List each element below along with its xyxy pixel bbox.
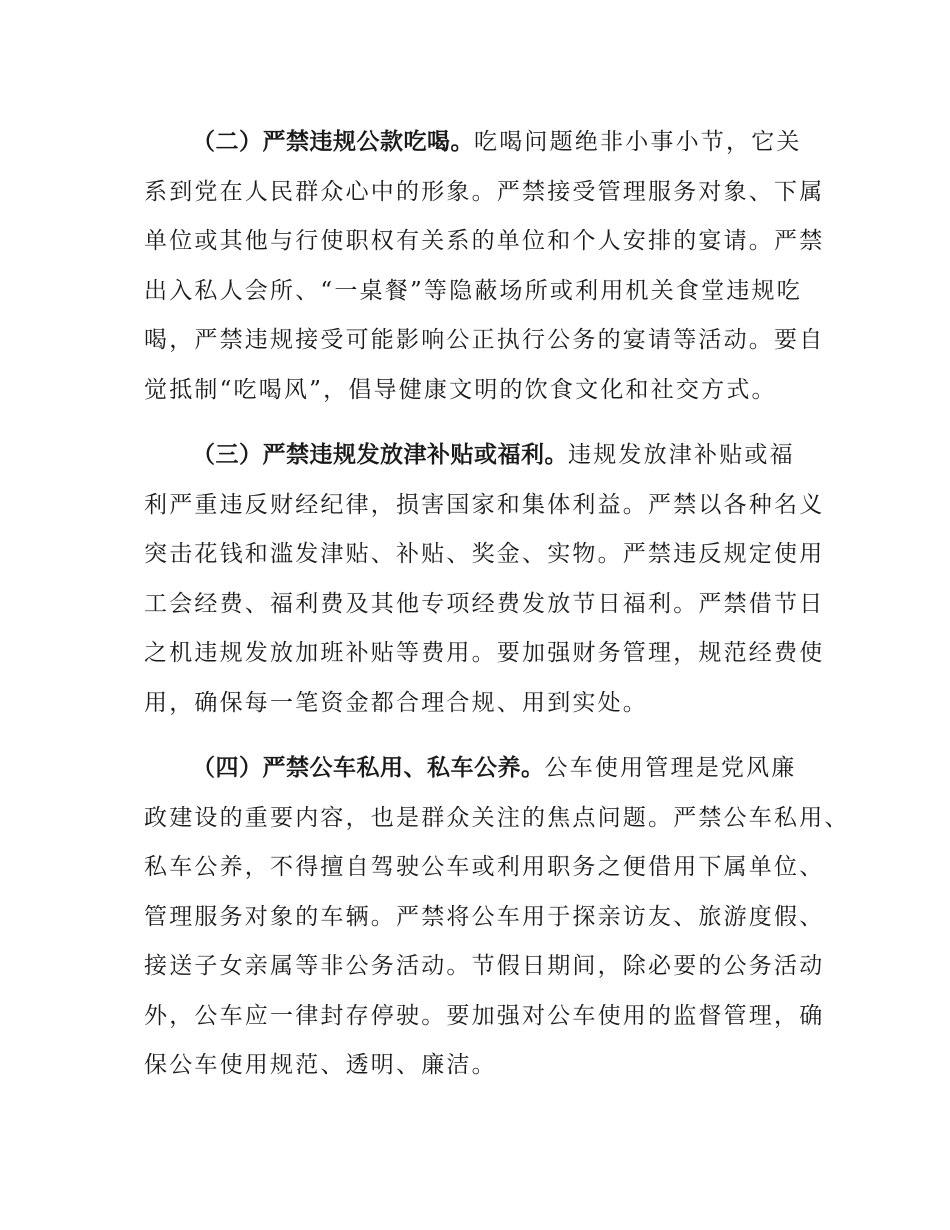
- paragraph-line: 之机违规发放加班补贴等费用。要加强财务管理，规范经费使: [144, 640, 825, 666]
- paragraph-line: 觉抵制“吃喝风”，倡导健康文明的饮食文化和社交方式。: [144, 376, 777, 403]
- paragraph-line: 出入私人会所、“一桌餐”等隐蔽场所或利用机关食堂违规吃: [144, 277, 802, 304]
- paragraph-line: 管理服务对象的车辆。严禁将公车用于探亲访友、旅游度假、: [144, 903, 825, 930]
- body-text: 吃喝问题绝非小事小节，它关: [474, 129, 802, 155]
- paragraph-line: [144, 744, 814, 794]
- section-heading: （三）严禁违规发放津补贴或福利。: [192, 442, 568, 468]
- paragraph-line: 突击花钱和滥发津贴、补贴、奖金、实物。严禁违反规定使用: [144, 541, 825, 567]
- paragraph-line: 工会经费、福利费及其他专项经费发放节日福利。严禁借节日: [144, 590, 825, 617]
- body-text: 公车使用管理是党风廉: [544, 755, 797, 781]
- paragraph-line: 单位或其他与行使职权有关系的单位和个人安排的宴请。严禁: [144, 228, 825, 254]
- body-text: 违规发放津补贴或福: [568, 442, 795, 468]
- section-three: [144, 431, 825, 728]
- section-two: [144, 118, 825, 415]
- section-heading: （二）严禁违规公款吃喝。: [192, 129, 474, 155]
- paragraph-line: [144, 431, 814, 481]
- paragraph-line: 系到党在人民群众心中的形象。严禁接受管理服务对象、下属: [144, 178, 825, 205]
- paragraph-line: 政建设的重要内容，也是群众关注的焦点问题。严禁公车私用、: [144, 804, 850, 831]
- paragraph-line: 私车公养，不得擅自驾驶公车或利用职务之便借用下属单位、: [144, 854, 825, 880]
- paragraph-line: 保公车使用规范、透明、廉洁。: [144, 1052, 497, 1078]
- section-four: [144, 744, 850, 1091]
- paragraph-line: 喝，严禁违规接受可能影响公正执行公务的宴请等活动。要自: [144, 327, 825, 353]
- paragraph-line: 外，公车应一律封存停驶。要加强对公车使用的监督管理，确: [144, 1002, 825, 1029]
- section-heading: （四）严禁公车私用、私车公养。: [192, 755, 545, 781]
- paragraph-line: 利严重违反财经纪律，损害国家和集体利益。严禁以各种名义: [144, 491, 825, 518]
- paragraph-line: 用，确保每一笔资金都合理合规、用到实处。: [144, 689, 648, 716]
- paragraph-line: 接送子女亲属等非公务活动。节假日期间，除必要的公务活动: [144, 953, 825, 979]
- paragraph-line: [144, 118, 814, 168]
